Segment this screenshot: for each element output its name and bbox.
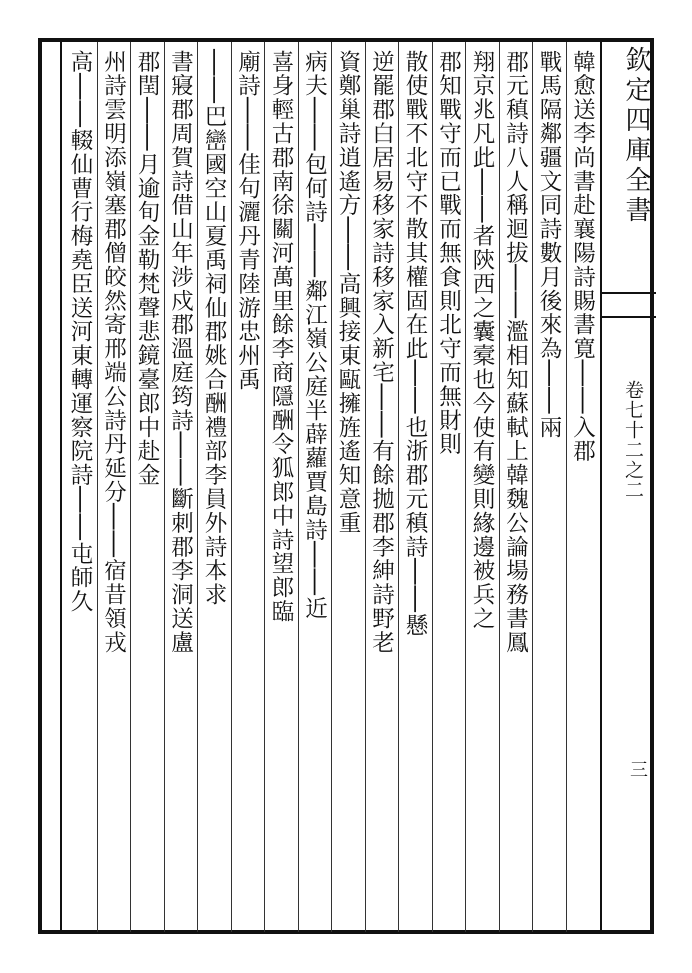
book-title: 欽定四庫全書: [621, 46, 651, 226]
column-divider: [164, 42, 165, 932]
text-column: 州詩雲明添嶺塞郡僧皎然寄邢端公詩丹延分││宿昔領戎: [100, 50, 127, 655]
text-column: 郡閏││月逾旬金勒梵聲悲鏡臺郎中赴金: [134, 50, 160, 488]
column-divider: [532, 42, 533, 932]
text-column: 戰馬隔鄰疆文同詩數月後來為││兩: [536, 50, 562, 440]
text-column: 翔京兆凡此││者陝西之囊槖也今使有變則緣邊被兵之: [469, 50, 495, 631]
volume-label: 卷七十二之二: [622, 380, 644, 500]
column-divider: [331, 42, 332, 932]
text-column: 高││輟仙曹行梅堯臣送河東轉運察院詩││屯師久: [67, 50, 93, 614]
text-column: 病夫││包何詩││鄰江嶺公庭半薜蘿賈島詩││近: [301, 50, 328, 621]
column-divider: [365, 42, 366, 932]
page-number: 三: [627, 760, 648, 778]
text-column: 書寢郡周賀詩借山年涉戍郡溫庭筠詩││斷刺郡李洞送盧: [167, 50, 194, 655]
fish-tail-band: [600, 292, 656, 318]
text-column: 郡知戰守而已戰而無食則北守而無財則: [435, 50, 462, 457]
column-divider: [264, 42, 265, 932]
text-column: 喜身輕古郡南徐關河萬里餘李商隱酬令狐郎中詩望郎臨: [268, 50, 294, 624]
column-divider: [398, 42, 399, 932]
text-column: 郡元稹詩八人稱迴拔││濫相知蘇軾上韓魏公論場務書鳳: [502, 50, 529, 655]
column-divider: [499, 42, 500, 932]
column-divider: [97, 42, 98, 932]
text-column: 資鄭巢詩逍遙方││高興接東甌擁旌遙知意重: [335, 50, 361, 535]
column-divider: [298, 42, 299, 932]
text-column: 逆罷郡白居易移家詩移家入新宅││有餘拋郡李紳詩野老: [368, 50, 395, 655]
column-divider: [197, 42, 198, 932]
text-column: 韓愈送李尚書赴襄陽詩賜書寛││入郡: [569, 50, 596, 464]
column-divider: [465, 42, 466, 932]
text-column: 散使戰不北守不散其權固在此││也浙郡元稹詩││懸: [402, 50, 428, 638]
text-column: ││巴巒國空山夏禹祠仙郡姚合酬禮部李員外詩本求: [201, 50, 227, 607]
text-column: 廟詩││佳句灑丹青陸游忠州禹: [234, 50, 261, 392]
frame-inner-rule: [60, 38, 62, 934]
column-divider: [130, 42, 131, 932]
column-divider: [566, 42, 567, 932]
column-divider: [432, 42, 433, 932]
column-divider: [231, 42, 232, 932]
